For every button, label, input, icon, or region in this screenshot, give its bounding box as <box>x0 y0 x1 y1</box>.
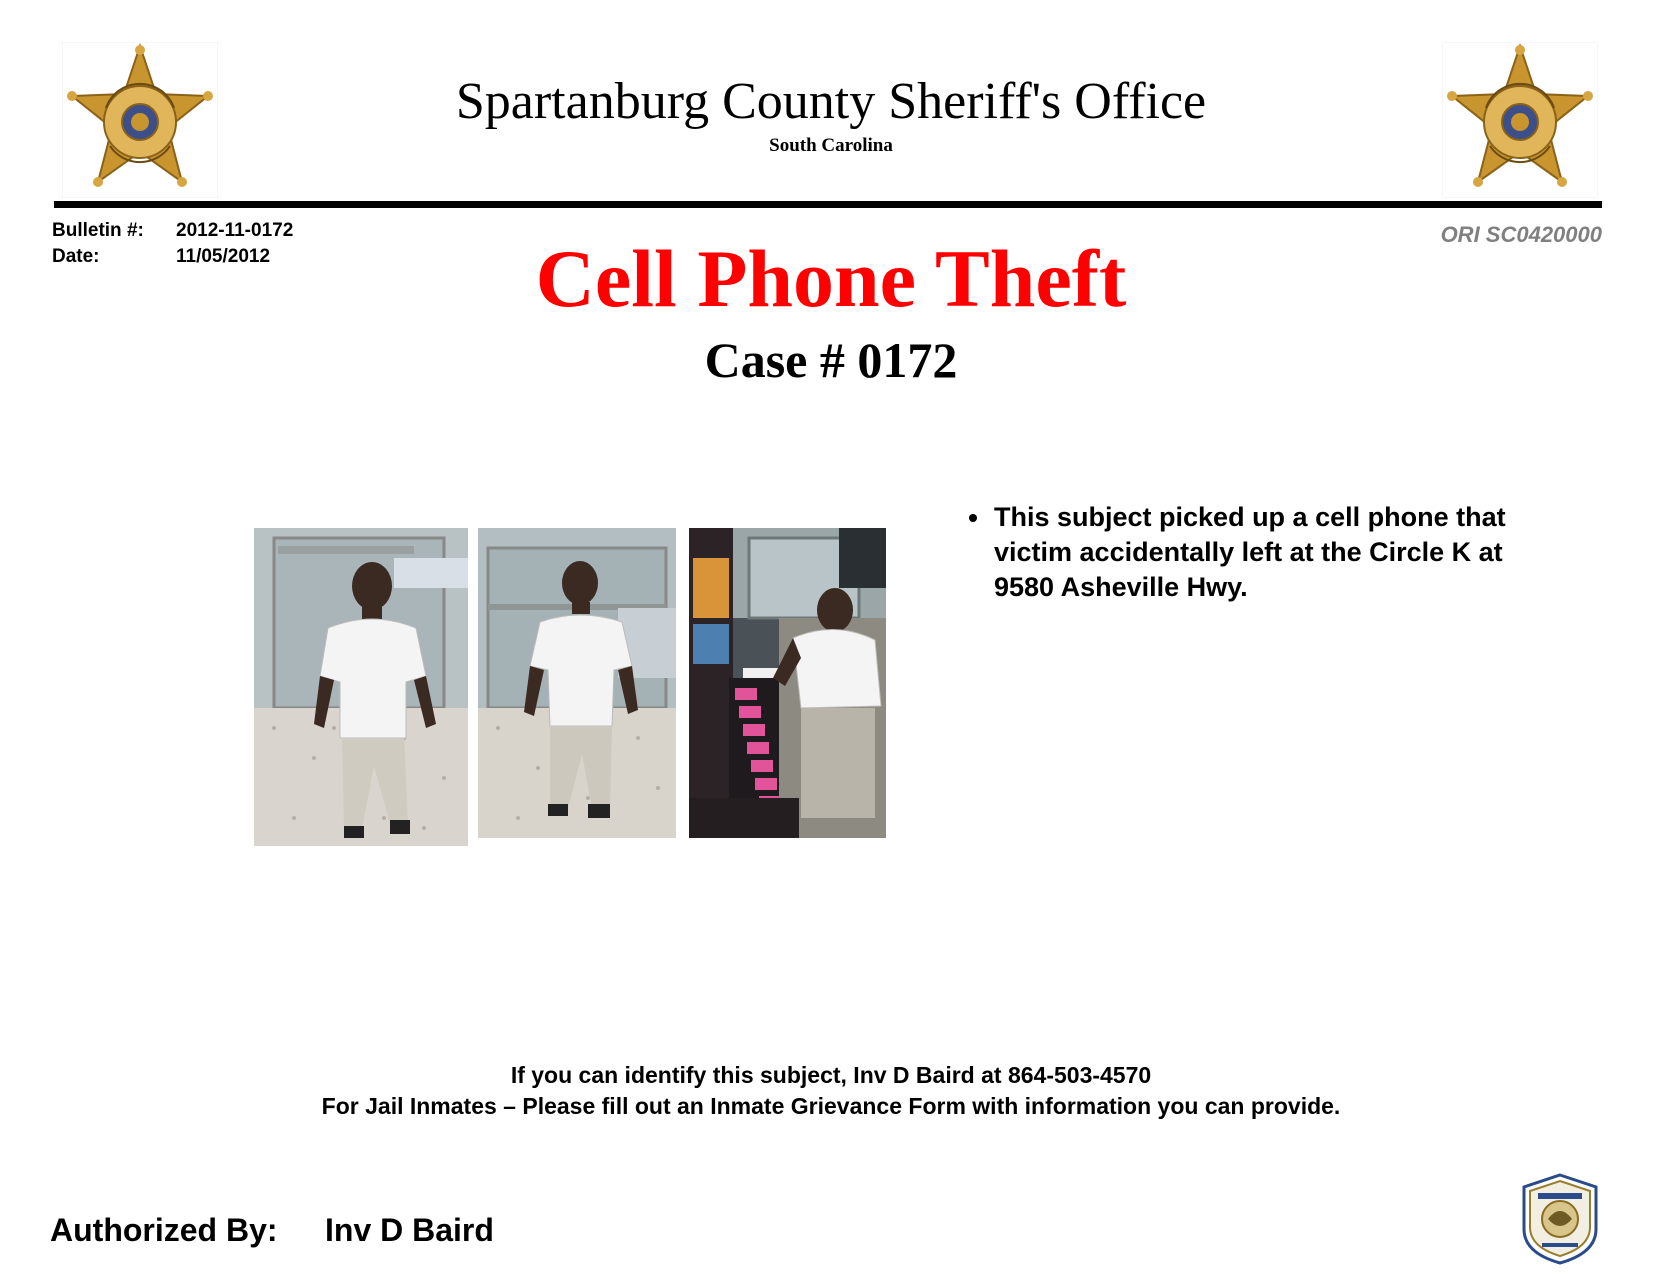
contact-line-inmates: For Jail Inmates – Please fill out an Inmate Grievance Form with information you can provide. <box>321 1093 1341 1119</box>
surveillance-photo-entrance-1 <box>254 528 468 846</box>
ori-number: ORI SC0420000 <box>1440 222 1602 247</box>
contact-line-investigator: If you can identify this subject, Inv D Baird at 864-503-4570 <box>510 1062 1152 1088</box>
agency-title: Spartanburg County Sheriff's Office <box>455 73 1207 130</box>
agency-state: South Carolina <box>769 135 893 156</box>
authorized-label: Authorized By: <box>50 1212 278 1248</box>
case-number: Case # 0172 <box>704 332 958 388</box>
bulletin-date-label: Date: <box>52 246 100 267</box>
header-divider <box>54 201 1602 208</box>
incident-details <box>950 500 1510 605</box>
surveillance-photo-entrance-2 <box>478 528 676 838</box>
bulletin-number-label: Bulletin #: <box>52 220 144 241</box>
authorized-by <box>50 1212 494 1249</box>
details-list <box>950 500 1510 605</box>
bulletin-number: 2012-11-0172 <box>176 220 294 241</box>
detail-item: • This subject picked up a cell phone that victim accidentally left at the Circle K at 9580 Asheville Hwy. <box>992 500 1510 605</box>
bulletin-date: 11/05/2012 <box>176 246 271 267</box>
authorized-name: Inv D Baird <box>325 1212 494 1248</box>
bulletin-title: Cell Phone Theft <box>535 233 1127 324</box>
contact-info <box>0 1060 1662 1122</box>
surveillance-photo-counter <box>689 528 886 838</box>
accreditation-seal-icon <box>1520 1173 1600 1265</box>
